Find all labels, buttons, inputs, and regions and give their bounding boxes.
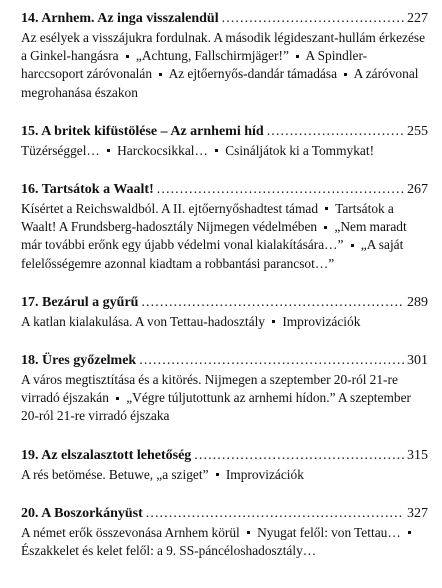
chapter-summary (21, 524, 428, 560)
toc-entry-20 (21, 505, 428, 560)
dot-leader (141, 294, 404, 312)
chapter-title: 19. Az elszalasztott lehetőség (21, 447, 192, 463)
summary-segment: Kísértet a Reichswaldból. A II. ejtőernyőshadtest támad (21, 201, 319, 217)
dot-leader (194, 447, 404, 465)
toc-entry-14 (21, 10, 428, 102)
dot-leader (139, 352, 404, 370)
chapter-summary (21, 142, 428, 160)
summary-segment: A záróvonal megrohanása északon (21, 66, 419, 100)
toc-entry-heading (21, 447, 428, 465)
summary-segment: Improvizációk (282, 313, 361, 329)
chapter-title: 15. A britek kifüstölése – Az arnhemi híd (21, 123, 264, 139)
bullet-separator (107, 149, 110, 152)
page-number: 255 (407, 123, 428, 139)
summary-segment: „Achtung, Fallschirmjäger!” (135, 48, 289, 64)
summary-segment: Harckocsikkal… (117, 142, 208, 158)
bullet-separator (344, 73, 347, 76)
summary-segment: A Spindler-harccsoport záróvonalán (21, 48, 368, 82)
dot-leader (267, 123, 404, 141)
bullet-separator (408, 531, 411, 534)
summary-segment: „A saját felelősségemre azonnal kiadtam a robbantási parancsot…” (21, 237, 404, 271)
page-number: 327 (407, 505, 428, 521)
toc-entry-15 (21, 123, 428, 160)
page-number: 267 (407, 182, 428, 198)
toc-entry-heading (21, 123, 428, 141)
bullet-separator (216, 473, 219, 476)
bullet-separator (215, 149, 218, 152)
summary-segment: Improvizációk (225, 466, 304, 482)
chapter-summary (21, 371, 428, 426)
summary-segment: A katlan kialakulása. A von Tettau-hadosztály (21, 313, 265, 329)
bullet-separator (325, 207, 328, 210)
page-number: 315 (407, 447, 428, 463)
toc-entry-17 (21, 294, 428, 331)
toc-entry-16 (21, 181, 428, 273)
chapter-summary (21, 313, 428, 331)
bullet-separator (296, 55, 299, 58)
summary-segment: Az esélyek a visszájukra fordulnak. A második légideszant-hullám érkezése a Ginkel-hangásra (21, 30, 426, 64)
summary-segment: A rés betömése. Betuwe, „a sziget” (21, 466, 209, 482)
summary-segment: Az ejtőernyős-dandár támadása (168, 66, 338, 82)
toc-entry-heading (21, 10, 428, 28)
toc-entry-heading (21, 181, 428, 199)
toc-entry-18 (21, 352, 428, 426)
chapter-title: 16. Tartsátok a Waalt! (21, 182, 154, 198)
summary-segment: Tüzérséggel… (21, 142, 100, 158)
dot-leader (157, 181, 404, 199)
summary-segment: „Nem maradt már további erőnk egy újabb védelmi vonal kialakítására…” (21, 219, 407, 253)
chapter-title: 14. Arnhem. Az inga visszalendül (21, 11, 219, 26)
chapter-summary (21, 466, 428, 484)
dot-leader (222, 10, 404, 28)
chapter-title: 18. Üres győzelmek (21, 353, 137, 369)
summary-segment: „Végre túljutottunk az arnhemi hídon.” A szeptember 20-ról 21-re virradó éjszaka (21, 390, 411, 424)
bullet-separator (272, 320, 275, 323)
page-number: 227 (407, 11, 428, 26)
summary-segment: Északkelet és kelet felől: a 9. SS-páncéloshadosztály… (21, 543, 317, 559)
summary-segment: Csináljátok ki a Tommykat! (225, 142, 375, 158)
bullet-separator (116, 397, 119, 400)
page-number: 301 (407, 353, 428, 369)
summary-segment: Nyugat felől: von Tettau… (257, 524, 401, 540)
page-number: 289 (407, 294, 428, 310)
bullet-separator (324, 226, 327, 229)
dot-leader (146, 505, 404, 523)
toc-entry-heading (21, 505, 428, 523)
bullet-separator (351, 244, 354, 247)
toc-entry-heading (21, 352, 428, 370)
toc-entry-heading (21, 294, 428, 312)
chapter-summary (21, 29, 428, 102)
chapter-title: 17. Bezárul a gyűrű (21, 294, 139, 310)
toc-entry-19 (21, 447, 428, 484)
chapter-summary (21, 200, 428, 273)
bullet-separator (126, 55, 129, 58)
summary-segment: A német erők összevonása Arnhem körül (21, 524, 240, 540)
chapter-title: 20. A Boszorkányüst (21, 505, 143, 521)
bullet-separator (159, 73, 162, 76)
summary-segment: A város megtisztítása és a kitörés. Nijmegen a szeptember 20-ról 21-re virradó éjszakán (21, 372, 398, 406)
summary-segment: Tartsátok a Waalt! A Frundsberg-hadosztály Nijmegen védelmében (21, 201, 394, 235)
bullet-separator (247, 531, 250, 534)
